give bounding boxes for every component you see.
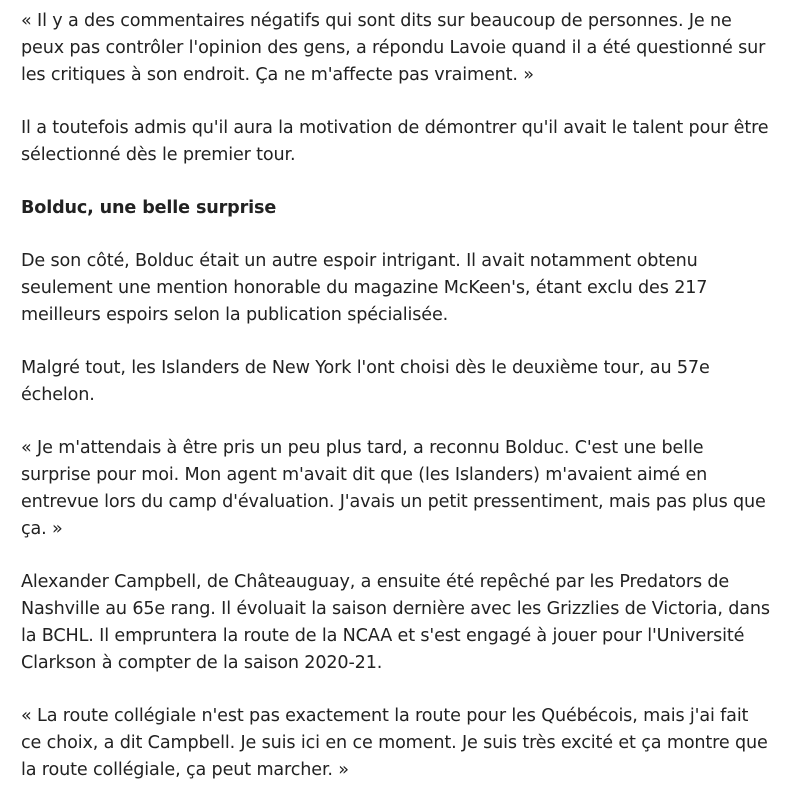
quote-bolduc: « Je m'attendais à être pris un peu plus tard, a reconnu Bolduc. C'est une belle surprise pour moi. Mon agent m'avait dit que (les Islanders) m'avaient aimé en entrevue lors du camp d'évaluation. J'avais un petit pressentiment, mais pas plus que ça. »	[21, 438, 766, 539]
article-body	[21, 8, 773, 810]
paragraph-motivation: Il a toutefois admis qu'il aura la motivation de démontrer qu'il avait le talent pour être sélectionné dès le premier tour.	[21, 118, 769, 165]
paragraph-campbell: Alexander Campbell, de Châteauguay, a ensuite été repêché par les Predators de Nashville au 65e rang. Il évoluait la saison dernière avec les Grizzlies de Victoria, dans la BCHL. Il empruntera la route de la NCAA et s'est engagé à jouer pour l'Université Clarkson à compter de la saison 2020-21.	[21, 572, 770, 673]
paragraph-islanders-pick: Malgré tout, les Islanders de New York l'ont choisi dès le deuxième tour, au 57e échelon.	[21, 358, 710, 405]
quote-lavoie: « Il y a des commentaires négatifs qui sont dits sur beaucoup de personnes. Je ne peux pas contrôler l'opinion des gens, a répondu Lavoie quand il a été questionné sur les critiques à son endroit. Ça ne m'affecte pas vraiment. »	[21, 11, 766, 85]
paragraph-bolduc-intro: De son côté, Bolduc était un autre espoir intrigant. Il avait notamment obtenu seulement une mention honorable du magazine McKeen's, étant exclu des 217 meilleurs espoirs selon la publication spécialisée.	[21, 251, 708, 325]
quote-campbell: « La route collégiale n'est pas exactement la route pour les Québécois, mais j'ai fait ce choix, a dit Campbell. Je suis ici en ce moment. Je suis très excité et ça montre que la route collégiale, ça peut marcher. »	[21, 706, 768, 780]
section-subheading: Bolduc, une belle surprise	[21, 198, 277, 218]
